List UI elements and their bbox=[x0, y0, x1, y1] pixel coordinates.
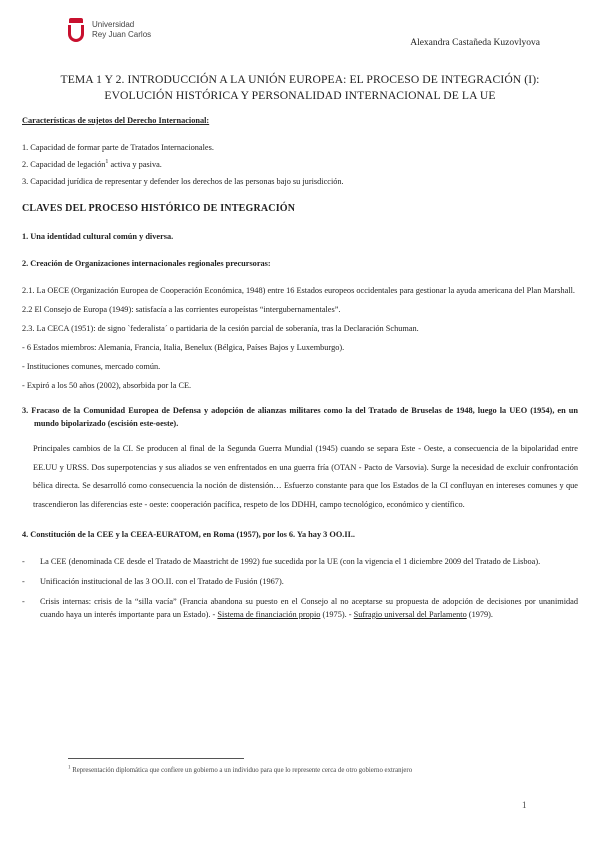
university-name bbox=[92, 20, 151, 40]
paragraph-2-3-b: - Instituciones comunes, mercado común. bbox=[22, 362, 161, 371]
list-item-tail: activa y pasiva. bbox=[108, 160, 162, 169]
list-item bbox=[22, 575, 578, 588]
footnote bbox=[68, 767, 412, 774]
footnote-number: 1 bbox=[68, 765, 71, 771]
footnote-text: Representación diplomática que confiere un gobierno a un individuo para que lo represente cerca de otro gobierno extranjero bbox=[70, 767, 413, 774]
key-item-2: 2. Creación de Organizaciones internacionales regionales precursoras: bbox=[22, 259, 271, 268]
university-name-line2: Rey Juan Carlos bbox=[92, 30, 152, 39]
characteristics-heading: Características de sujetos del Derecho Internacional: bbox=[22, 116, 210, 125]
list-bullet: - bbox=[22, 577, 25, 586]
universal-suffrage-text: Sufragio universal del Parlamento bbox=[353, 610, 467, 619]
paragraph-2-3-a: - 6 Estados miembros: Alemania, Francia, Italia, Benelux (Bélgica, Países Bajos y Luxemburgo). bbox=[22, 343, 345, 352]
list-item-text: 2. Capacidad de legación bbox=[22, 160, 106, 169]
list-item: 1. Capacidad de formar parte de Tratados Internacionales. bbox=[22, 143, 214, 152]
list-item-text: Unificación institucional de las 3 OO.II. con el Tratado de Fusión (1967). bbox=[40, 577, 284, 586]
section-heading: CLAVES DEL PROCESO HISTÓRICO DE INTEGRACIÓN bbox=[22, 203, 296, 214]
footnote-separator bbox=[68, 758, 244, 759]
crisis-text: Crisis internas: crisis de la “silla vacía” (Francia abandona su puesto en el Consejo al no aceptarse su propuesta de adopción de decisiones por unanimidad cuando haya un interés importante para un Estado). - bbox=[40, 597, 578, 619]
financing-year-text: (1975). - bbox=[320, 610, 354, 619]
list-item-text bbox=[40, 595, 578, 621]
university-name-line1: Universidad bbox=[92, 20, 135, 29]
list-bullet: - bbox=[22, 557, 25, 566]
university-crest-icon bbox=[66, 18, 86, 42]
list-item bbox=[22, 555, 578, 568]
list-item: 3. Capacidad jurídica de representar y defender los derechos de las personas bajo su jurisdicción. bbox=[22, 177, 344, 186]
list-item-text: La CEE (denominada CE desde el Tratado de Maastricht de 1992) fue sucedida por la UE (con la vigencia el 1 diciembre 2009 del Tratado de Lisboa). bbox=[40, 557, 541, 566]
paragraph-2-2: 2.2 El Consejo de Europa (1949): satisfacía a las corrientes europeístas “intergubernamentales”. bbox=[22, 305, 341, 314]
suffrage-year-text: (1979). bbox=[466, 610, 494, 619]
author-name: Alexandra Castañeda Kuzovlyova bbox=[410, 38, 540, 48]
key-item-4: 4. Constitución de la CEE y la CEEA-EURATOM, en Roma (1957), por los 6. Ya hay 3 OO.II.. bbox=[22, 530, 355, 539]
title-line1: TEMA 1 Y 2. INTRODUCCIÓN A LA UNIÓN EUROPEA: EL PROCESO DE INTEGRACIÓN (I): bbox=[60, 73, 540, 86]
paragraph-2-3-c: - Expiró a los 50 años (2002), absorbida por la CE. bbox=[22, 381, 192, 390]
university-logo bbox=[66, 18, 151, 42]
paragraph-2-1: 2.1. La OECE (Organización Europea de Cooperación Económica, 1948) entre 16 Estados europeos occidentales para gestionar la ayuda americana del Plan Marshall. bbox=[22, 286, 575, 295]
document-title bbox=[20, 72, 580, 104]
key-item-3-paragraph: Principales cambios de la CI. Se producen al final de la Segunda Guerra Mundial (1945) cuando se separa Este - Oeste, a consecuencia de la bipolaridad entre EE.UU y URSS. Dos superpotencias y sus aliados se ven enfrentados en una guerra fría (OTAN - Pacto de Varsovia). Surge la necesidad de excluir confrontación bélica directa. Se desarrolló como consecuencia la noción de distensión… Esfuerzo constante para que los Estados de la CI confluyan en intereses comunes y que trascendieron las diferencias este - oeste: cooperación pacífica, respeto de los DDHH, campo tecnológico, económico y científico. bbox=[33, 444, 578, 509]
footnote-ref[interactable]: 1 bbox=[105, 159, 109, 166]
key-item-4-list bbox=[22, 555, 578, 621]
list-item bbox=[22, 595, 578, 621]
page-number: 1 bbox=[522, 800, 527, 810]
key-item-3: 3. Fracaso de la Comunidad Europea de Defensa y adopción de alianzas militares como la del Tratado de Bruselas de 1948, luego la UEO (1954), en un mundo bipolarizado (escisión este-oeste). bbox=[22, 406, 578, 428]
document-body bbox=[22, 114, 578, 628]
paragraph-2-3: 2.3. La CECA (1951): de signo `federalista´ o partidaria de la cesión parcial de soberanía, tras la Declaración Schuman. bbox=[22, 324, 419, 333]
list-item bbox=[22, 158, 578, 171]
characteristics-list bbox=[22, 141, 578, 188]
list-bullet: - bbox=[22, 597, 25, 606]
title-line2: EVOLUCIÓN HISTÓRICA Y PERSONALIDAD INTERNACIONAL DE LA UE bbox=[104, 89, 496, 102]
financing-system-text: Sistema de financiación propio bbox=[217, 610, 321, 619]
key-item-1: 1. Una identidad cultural común y diversa. bbox=[22, 232, 174, 241]
